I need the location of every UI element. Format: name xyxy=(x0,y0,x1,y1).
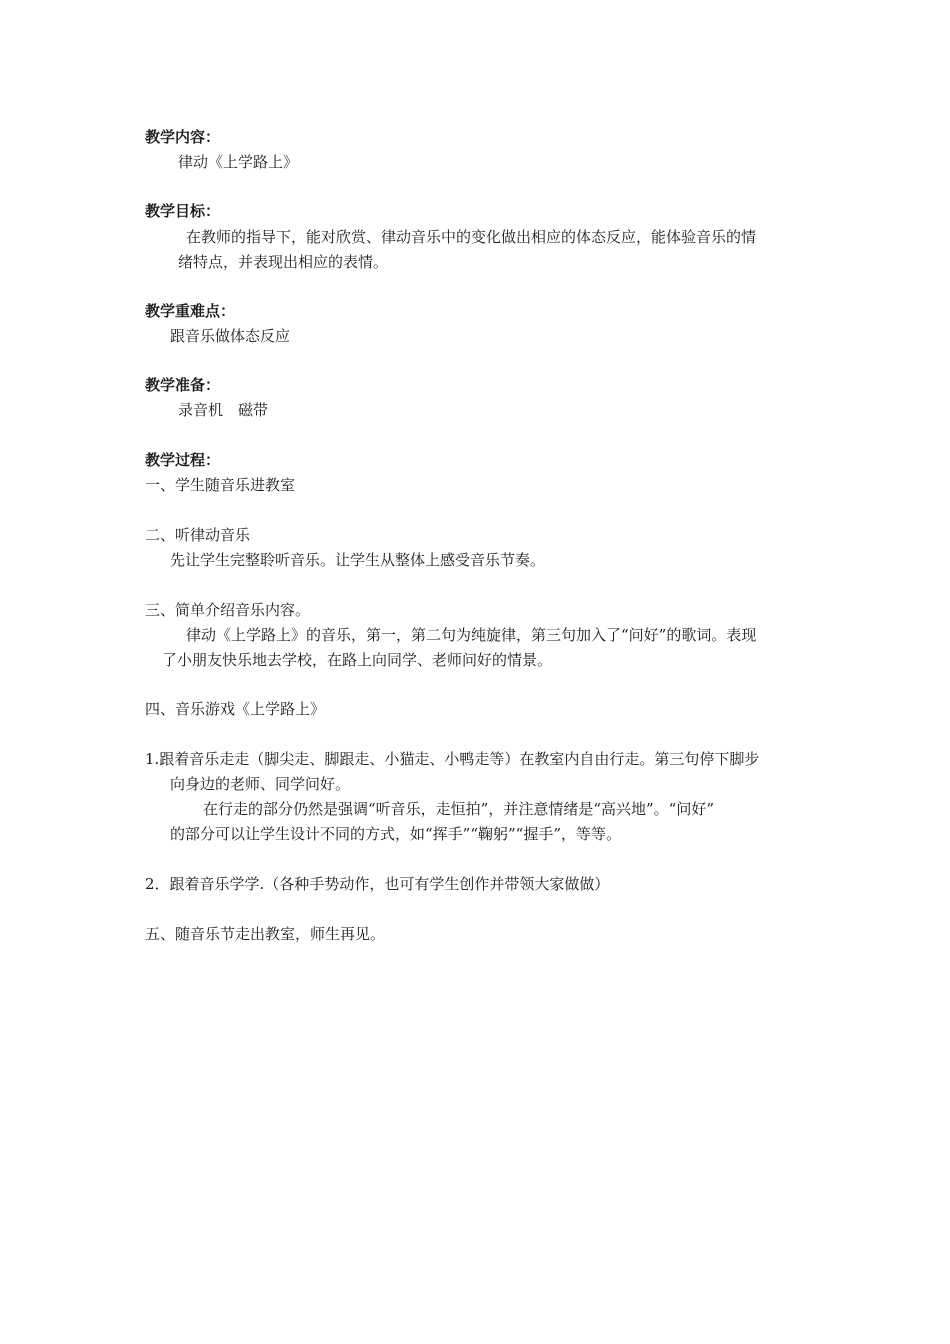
process-step-2-title: 二、听律动音乐 xyxy=(145,526,251,544)
goal-body-line-1: 在教师的指导下，能对欣赏、律动音乐中的变化做出相应的体态反应，能体验音乐的情 xyxy=(186,228,757,246)
key-points-body: 跟音乐做体态反应 xyxy=(170,327,291,345)
activity-item-1-line-1: 1.跟着音乐走走（脚尖走、脚跟走、小猫走、小鸭走等）在教室内自由行走。第三句停下脚步 xyxy=(145,750,760,768)
process-step-5: 五、随音乐节走出教室，师生再见。 xyxy=(145,925,386,943)
activity-item-1-line-4: 的部分可以让学生设计不同的方式，如“挥手”“鞠躬”“握手”，等等。 xyxy=(170,825,622,843)
goal-heading: 教学目标： xyxy=(145,202,221,220)
process-step-1: 一、学生随音乐进教室 xyxy=(145,476,296,494)
process-step-3-body-line-1: 律动《上学路上》的音乐，第一，第二句为纯旋律，第三句加入了“问好”的歌词。表现 xyxy=(186,626,757,644)
process-step-4-title: 四、音乐游戏《上学路上》 xyxy=(145,700,326,718)
process-heading: 教学过程： xyxy=(145,451,221,469)
activity-item-1-line-3: 在行走的部分仍然是强调“听音乐，走恒拍”，并注意情绪是“高兴地”。“问好” xyxy=(203,800,715,818)
key-points-heading: 教学重难点： xyxy=(145,302,236,320)
process-step-3-title: 三、简单介绍音乐内容。 xyxy=(145,601,311,619)
process-step-3-body-line-2: 了小朋友快乐地去学校，在路上向同学、老师问好的情景。 xyxy=(162,651,553,669)
process-step-2-body: 先让学生完整聆听音乐。让学生从整体上感受音乐节奏。 xyxy=(170,551,546,569)
activity-item-1-line-2: 向身边的老师、同学问好。 xyxy=(170,775,351,793)
preparation-heading: 教学准备： xyxy=(145,376,221,394)
content-heading: 教学内容： xyxy=(145,128,221,146)
goal-body-line-2: 绪特点，并表现出相应的表情。 xyxy=(178,253,389,271)
activity-item-2: 2．跟着音乐学学.（各种手势动作，也可有学生创作并带领大家做做） xyxy=(145,875,610,893)
preparation-body: 录音机 磁带 xyxy=(178,401,269,419)
content-body: 律动《上学路上》 xyxy=(178,153,299,171)
